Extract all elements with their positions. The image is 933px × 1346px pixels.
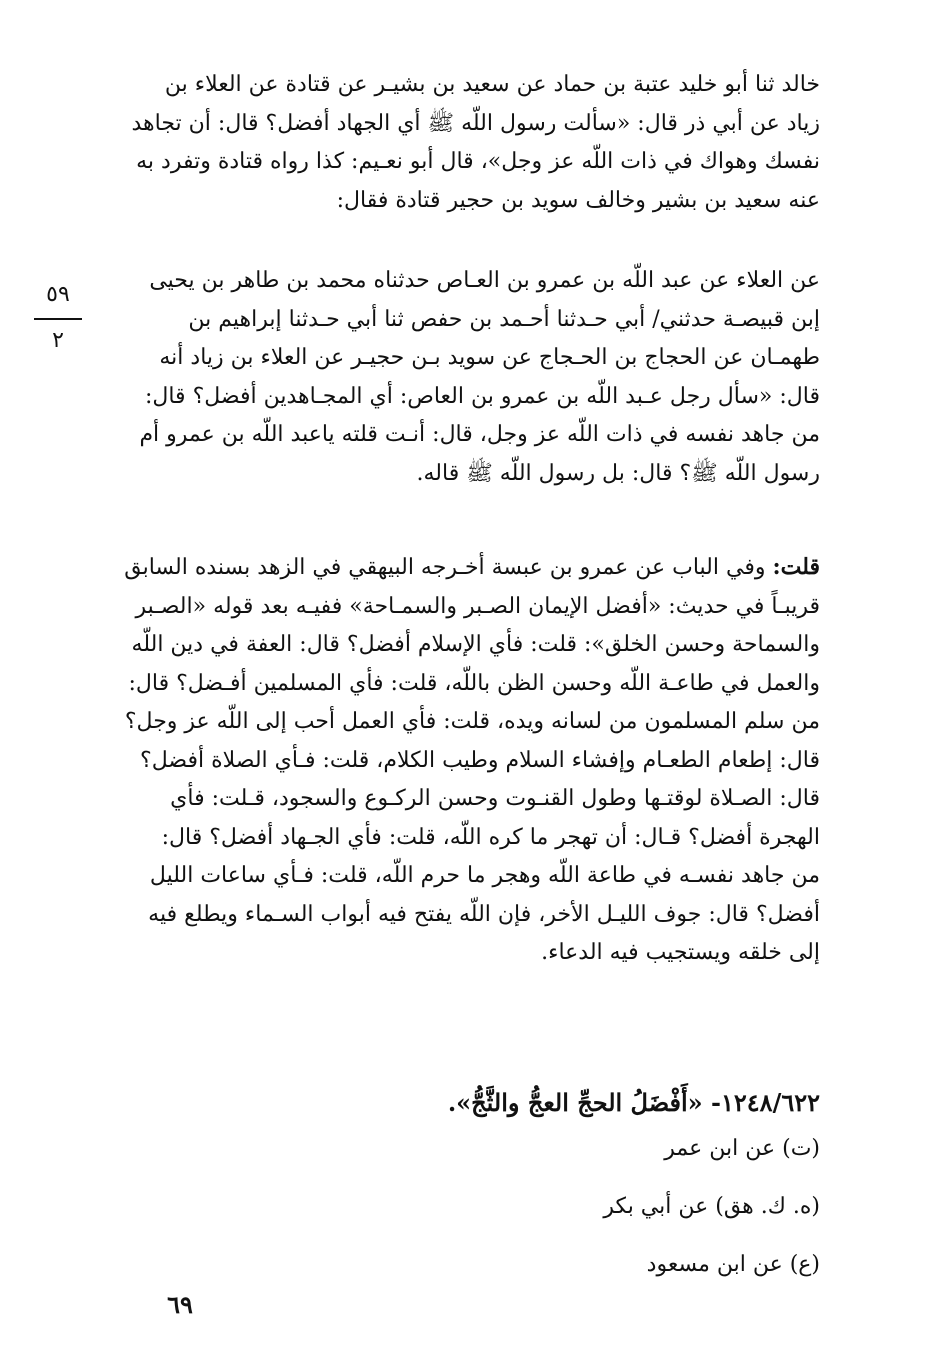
text-line: من جاهد نفسـه في طاعة اللّه وهجر ما حرم اللّه، قلت: فـأي ساعات الليل: [149, 863, 820, 888]
text-line: عن العلاء عن عبد اللّه بن عمرو بن العـاص حدثناه محمد بن طاهر بن يحيى: [149, 268, 820, 293]
text-line: عنه سعيد بن بشير وخالف سويد بن حجير قتادة فقال:: [336, 187, 820, 213]
text-line: إلى خلقه ويستجيب فيه الدعاء.: [541, 940, 820, 965]
text-line: أفضل؟ قال: جوف الليـل الأخر، فإن اللّه يفتح فيه أبواب السـماء ويطلع فيه: [148, 901, 820, 927]
text-line: قال: إطعام الطعـام وإفشاء السلام وطيب الكلام، قلت: فـأي الصلاة أفضل؟: [140, 747, 820, 773]
text-line: قال: الصـلاة لوقتـها وطول القنـوت وحسن الركـوع والسجود، قـلت: فأي: [170, 786, 820, 811]
paragraph-3: [108, 548, 820, 973]
page-number: ٦٩: [167, 1290, 193, 1319]
paragraph-2: [108, 262, 820, 493]
text-line: قريبـاً في حديث: «أفضل الإيمان الصـبر والسمـاحة» ففيـه بعد قوله «الصـبر: [135, 593, 820, 619]
text-line: طهمـان عن الحجاج بن الحـجاج عن سويد بـن حجيـر عن العلاء بن زياد أنه: [159, 345, 820, 370]
margin-note-divider: [34, 318, 82, 320]
text-line: خالد ثنا أبو خليد عتبة بن حماد عن سعيد بن بشيـر عن قتادة عن العلاء بن: [164, 72, 820, 97]
paragraph-1: [108, 66, 820, 220]
source-list: [108, 1120, 820, 1294]
text-line: نفسك وهواك في ذات اللّه عز وجل»، قال أبو نعـيم: كذا رواه قتادة وتفرد به: [136, 149, 820, 174]
margin-note-top: ٥٩: [46, 282, 70, 307]
source-item: (ع) عن ابن مسعود: [646, 1252, 820, 1277]
text-line: [108, 548, 820, 588]
text-line: قال: «سأل رجل عـبد اللّه بن عمرو بن العاص: أي المجـاهدين أفضل؟ قال:: [144, 383, 820, 409]
margin-folio-note: [30, 282, 86, 354]
text-line: والعمل في طاعـة اللّه وحسن الظن باللّه، قلت: فأي المسلمين أفـضل؟ قال:: [128, 670, 820, 696]
text-line: والسماحة وحسن الخلق»: قلت: فأي الإسلام أفضل؟ قال: العفة في دين اللّه: [131, 632, 820, 657]
text-line: من جاهد نفسه في ذات اللّه عز وجل، قال: أنـت قلته ياعبد اللّه بن عمرو أم: [139, 422, 820, 447]
source-item: (ت) عن ابن عمر: [664, 1136, 820, 1161]
text-line: الهجرة أفضل؟ قـال: أن تهجر ما كره اللّه، قلت: فأي الجـهاد أفضل؟ قال:: [161, 824, 820, 850]
text-line: إبن قبيصـة حدثني/ أبي حـدثنا أحـمد بن حفص ثنا أبي حـدثنا إبراهيم بن: [188, 306, 820, 332]
text-line: رسول اللّه ﷺ؟ قال: بل رسول اللّه ﷺ قاله.: [416, 460, 820, 486]
qult-label: قلت:: [772, 554, 820, 580]
margin-note-bottom: ٢: [52, 328, 64, 353]
text-line: من سلم المسلمون من لسانه ويده، قلت: فأي العمل أحب إلى اللّه عز وجل؟: [124, 709, 820, 734]
text-line: زياد عن أبي ذر قال: «سألت رسول اللّه ﷺ أي الجهاد أفضل؟ قال: أن تجاهد: [131, 110, 820, 136]
text-line-rest: وفي الباب عن عمرو بن عبسة أخـرجه البيهقي في الزهد بسنده السابق: [124, 555, 773, 580]
source-item: (ه. ك. هق) عن أبي بكر: [603, 1194, 820, 1219]
hadith-heading: ١٢٤٨/٦٢٢- «أَفْضَلُ الحجِّ العجُّ والثَّجُّ».: [447, 1088, 820, 1117]
